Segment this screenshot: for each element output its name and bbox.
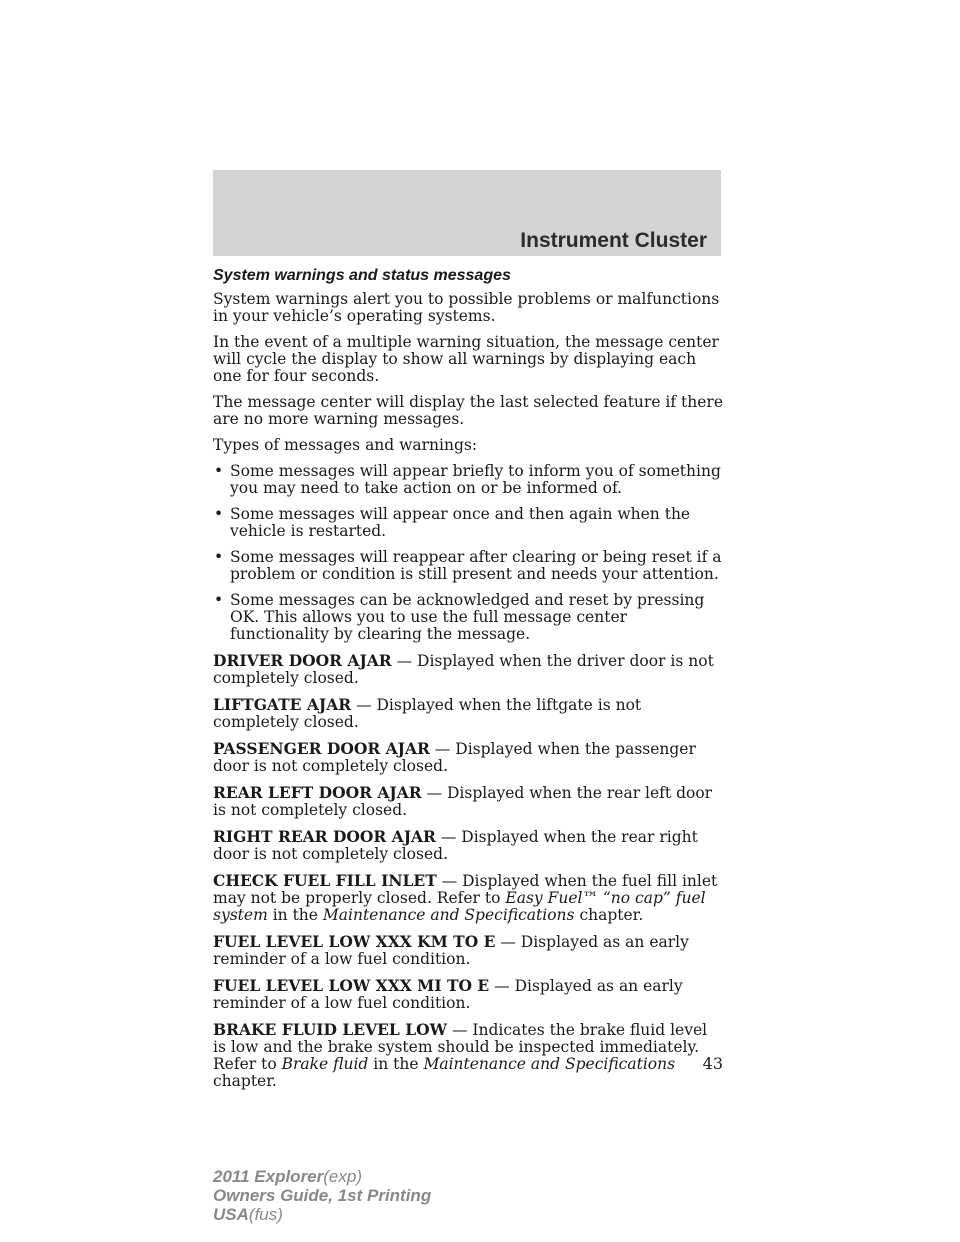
bullet-icon: • <box>214 462 224 480</box>
bullet-icon: • <box>214 548 224 566</box>
chapter-header-band <box>213 170 721 256</box>
bullet-icon: • <box>214 591 224 609</box>
footer-line: 2011 Explorer(exp) <box>213 1167 362 1186</box>
message-description: — Displayed when the passenger door is not completely closed. <box>213 740 696 775</box>
list-item: • Some messages will appear once and then again when the vehicle is restarted. <box>214 505 691 540</box>
message-description: — Indicates the brake fluid level is low and the brake system should be inspected immediately. Refer to <box>213 1021 708 1073</box>
chapter-title: Instrument Cluster <box>520 229 707 252</box>
message-term: FUEL LEVEL LOW XXX KM TO E <box>213 932 496 951</box>
message-entry-passenger-door-ajar <box>213 740 723 775</box>
document-footer <box>213 1167 431 1224</box>
list-item: • Some messages will appear briefly to inform you of something you may need to take action on or be informed of. <box>214 462 721 497</box>
message-description: — Displayed when the rear right door is not completely closed. <box>213 828 698 863</box>
message-entry-driver-door-ajar <box>213 652 723 687</box>
list-item: • Some messages can be acknowledged and reset by pressing OK. This allows you to use the full message center functionality by clearing the message. <box>214 591 705 643</box>
paragraph: Types of messages and warnings: <box>213 436 478 454</box>
paragraph: In the event of a multiple warning situation, the message center will cycle the display to show all warnings by displaying each one for four seconds. <box>213 333 719 385</box>
footer-line: Owners Guide, 1st Printing <box>213 1186 432 1205</box>
message-entry-check-fuel-fill-inlet: CHECK FUEL FILL INLET — Displayed when the fuel fill inlet may not be properly closed. Refer to Easy Fuel™ “no cap” fuel system in the Maintenance and Specifications chapter. <box>213 871 718 924</box>
cross-reference: Maintenance and Specifications <box>322 906 575 924</box>
message-description: — Displayed when the driver door is not completely closed. <box>213 652 714 687</box>
message-term: CHECK FUEL FILL INLET <box>213 871 437 890</box>
message-term: REAR LEFT DOOR AJAR <box>213 783 422 802</box>
message-entry-fuel-level-low-mi <box>213 977 723 1012</box>
message-entry-right-rear-door-ajar <box>213 828 723 863</box>
message-description: — Displayed as an early reminder of a low fuel condition. <box>213 977 683 1012</box>
message-description: — Displayed when the liftgate is not completely closed. <box>213 696 642 731</box>
message-entry-rear-left-door-ajar <box>213 784 723 819</box>
message-entry-liftgate-ajar <box>213 696 723 731</box>
page-number: 43 <box>702 1054 723 1073</box>
message-description: — Displayed when the fuel fill inlet may not be properly closed. Refer to <box>213 872 718 907</box>
message-term: FUEL LEVEL LOW XXX MI TO E <box>213 976 490 995</box>
message-term: PASSENGER DOOR AJAR <box>213 739 430 758</box>
cross-reference: Maintenance and Specifications <box>423 1055 676 1073</box>
message-entry-brake-fluid-level-low: BRAKE FLUID LEVEL LOW — Indicates the brake fluid level is low and the brake system should be inspected immediately. Refer to Brake fluid in the Maintenance and Specifications chapter. <box>213 1020 708 1090</box>
section-title: System warnings and status messages <box>213 267 511 284</box>
paragraph: System warnings alert you to possible problems or malfunctions in your vehicle’s operating systems. <box>213 290 720 325</box>
message-description: — Displayed when the rear left door is not completely closed. <box>213 784 713 819</box>
message-term: RIGHT REAR DOOR AJAR <box>213 827 436 846</box>
message-term: LIFTGATE AJAR <box>213 695 352 714</box>
footer-line: USA(fus) <box>213 1205 283 1224</box>
list-item: • Some messages will reappear after clearing or being reset if a problem or condition is still present and needs your attention. <box>214 548 722 583</box>
message-term: DRIVER DOOR AJAR <box>213 651 392 670</box>
cross-reference: Brake fluid <box>281 1055 369 1073</box>
message-term: BRAKE FLUID LEVEL LOW <box>213 1020 448 1039</box>
page-content <box>213 265 723 1099</box>
message-entry-fuel-level-low-km <box>213 933 723 968</box>
message-description: — Displayed as an early reminder of a low fuel condition. <box>213 933 689 968</box>
paragraph: The message center will display the last selected feature if there are no more warning messages. <box>213 393 724 428</box>
bullet-icon: • <box>214 505 224 523</box>
cross-reference: Easy Fuel™ “no cap” fuel system <box>213 889 706 924</box>
bullet-list <box>213 463 723 643</box>
